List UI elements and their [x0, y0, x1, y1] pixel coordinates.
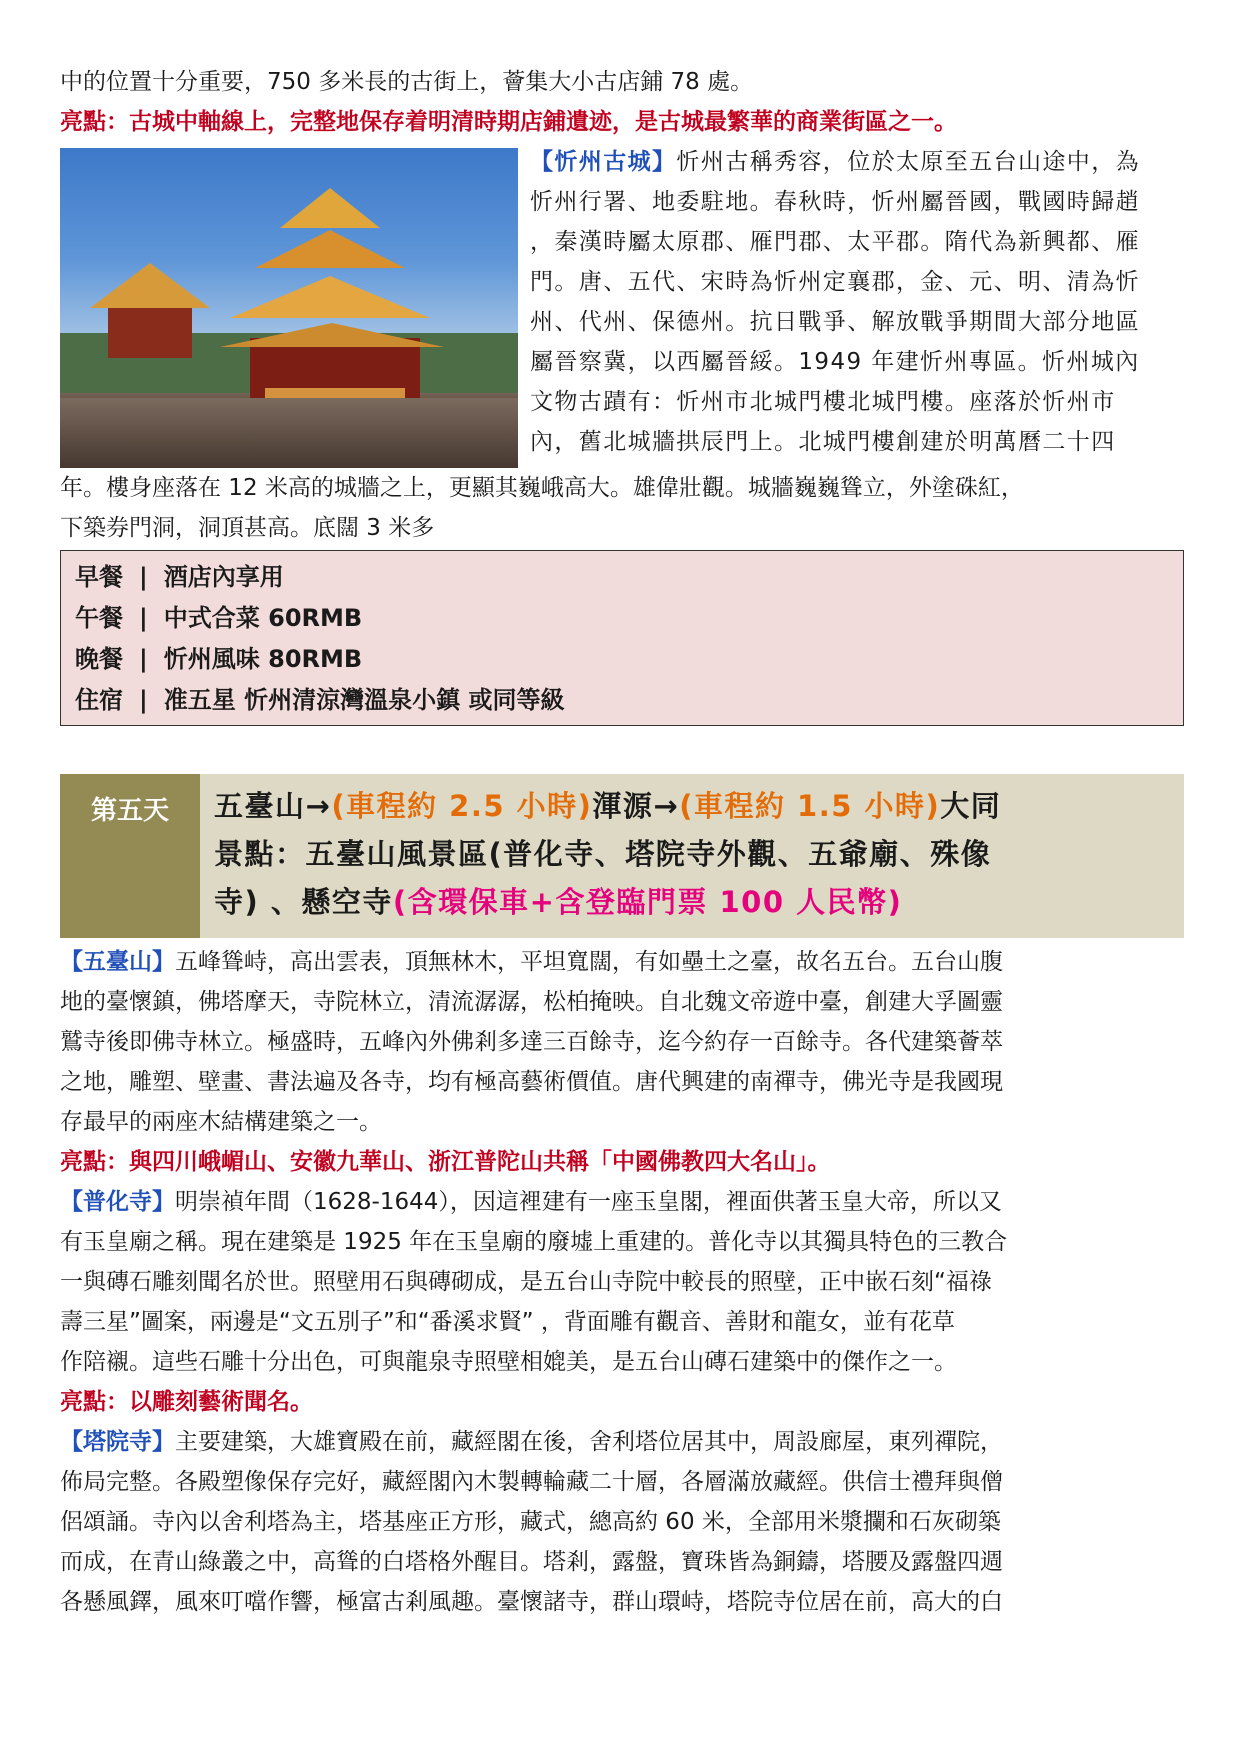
meal-accommodation [75, 680, 1169, 721]
day5-route [214, 782, 1001, 830]
route-stop: 五臺山→ [214, 789, 332, 823]
text-line: 文物古蹟有：忻州市北城門樓北城門樓。座落於忻州市 [530, 389, 1116, 415]
meal-label: 住宿 [75, 686, 123, 714]
day5-label: 第五天 [60, 774, 200, 938]
meal-value: 忻州風味 80RMB [163, 645, 363, 673]
meal-separator: | [139, 604, 148, 632]
meal-label: 午餐 [75, 604, 123, 632]
meal-label: 晚餐 [75, 645, 123, 673]
xinzhou-intro-text [530, 142, 1184, 468]
meal-info-box [60, 550, 1184, 726]
meal-value: 中式合菜 60RMB [163, 604, 363, 632]
text-line: 作陪襯。這些石雕十分出色，可與龍泉寺照壁相媲美，是五台山磚石建築中的傑作之一。 [60, 1349, 957, 1375]
text-line: 地的臺懷鎮，佛塔摩天，寺院林立，清流潺潺，松柏掩映。自北魏文帝遊中臺，創建大孚圖靈 [60, 989, 1003, 1015]
day5-spots-line2 [214, 878, 1001, 926]
meal-lunch [75, 598, 1169, 639]
xinzhou-title: 【忻州古城】 [530, 149, 677, 175]
wutai-title: 【五臺山】 [60, 949, 175, 975]
xinzhou-section [60, 142, 1184, 468]
highlight-wutai: 亮點：與四川峨嵋山、安徽九華山、浙江普陀山共稱「中國佛教四大名山」。 [60, 1149, 831, 1175]
day5-header [60, 774, 1184, 938]
tayuan-title: 【塔院寺】 [60, 1429, 175, 1455]
meal-value: 酒店內享用 [163, 563, 284, 591]
text-line: 鷲寺後即佛寺林立。極盛時，五峰內外佛剎多達三百餘寺，迄今約存一百餘寺。各代建築薈萃 [60, 1029, 1003, 1055]
meal-dinner [75, 639, 1169, 680]
text-line: 五峰聳峙，高出雲表，頂無林木，平坦寬闊，有如壘土之臺，故名五台。五台山腹 [175, 949, 1003, 975]
text-line: 下築券門洞，洞頂甚高。底闊 3 米多 [60, 515, 435, 541]
drive-time: (車程約 2.5 小時) [331, 789, 593, 823]
highlight-gucheng: 亮點：古城中軸線上，完整地保存着明清時期店鋪遺迹，是古城最繁華的商業街區之一。 [60, 109, 957, 135]
xinzhou-city-tower-photo [60, 148, 518, 468]
text-line: 而成，在青山綠叢之中，高聳的白塔格外醒目。塔剎，露盤，寶珠皆為銅鑄，塔腰及露盤四週 [60, 1549, 1003, 1575]
text-line: 之地，雕塑、壁畫、書法遍及各寺，均有極高藝術價值。唐代興建的南禪寺，佛光寺是我國現 [60, 1069, 1003, 1095]
text-line: 屬晉察冀，以西屬晉綏。1949 年建忻州專區。忻州城內 [530, 349, 1140, 375]
meal-separator: | [139, 645, 148, 673]
text-line: 明崇禎年間（1628-1644），因這裡建有一座玉皇閣，裡面供著玉皇大帝，所以又 [175, 1189, 1002, 1215]
ticket-note: (含環保車+含登臨門票 100 人民幣) [392, 885, 903, 919]
wutai-section [60, 942, 1184, 1182]
text-line: 中的位置十分重要，750 多米長的古街上，薈集大小古店鋪 78 處。 [60, 69, 754, 95]
text-line: 門。唐、五代、宋時為忻州定襄郡，金、元、明、清為忻 [530, 269, 1140, 295]
meal-separator: | [139, 686, 148, 714]
tayuan-section [60, 1422, 1184, 1622]
day5-content [200, 774, 1001, 938]
document-page [60, 62, 1184, 1622]
route-stop: 渾源→ [592, 789, 680, 823]
text-line: 州、代州、保德州。抗日戰爭、解放戰爭期間大部分地區 [530, 309, 1140, 335]
text-line: 主要建築，大雄寶殿在前，藏經閣在後，舍利塔位居其中，周設廊屋，東列禪院， [175, 1429, 1003, 1455]
meal-value: 准五星 忻州清涼灣溫泉小鎮 或同等級 [163, 686, 565, 714]
text-line: 有玉皇廟之稱。現在建築是 1925 年在玉皇廟的廢墟上重建的。普化寺以其獨具特色的三教合 [60, 1229, 1008, 1255]
meal-separator: | [139, 563, 148, 591]
text-line: 壽三星”圖案，兩邊是“文五別子”和“番溪求賢” ，背面雕有觀音、善財和龍女，並有花草 [60, 1309, 955, 1335]
text-line: 佈局完整。各殿塑像保存完好，藏經閣內木製轉輪藏二十層，各層滿放藏經。供信士禮拜與僧 [60, 1469, 1003, 1495]
text-line: 年。樓身座落在 12 米高的城牆之上，更顯其巍峨高大。雄偉壯觀。城牆巍巍聳立，外塗硃紅， [60, 475, 1024, 501]
meal-label: 早餐 [75, 563, 123, 591]
text-line: 內，舊北城牆拱辰門上。北城門樓創建於明萬曆二十四 [530, 429, 1116, 455]
text-line: 侶頌誦。寺內以舍利塔為主，塔基座正方形，藏式，總高約 60 米，全部用米漿攔和石灰砌築 [60, 1509, 1001, 1535]
meal-breakfast [75, 557, 1169, 598]
day5-spots-line1: 景點：五臺山風景區(普化寺、塔院寺外觀、五爺廟、殊像 [214, 837, 992, 871]
text-line: 忻州古稱秀容，位於太原至五台山途中，為 [676, 149, 1141, 175]
drive-time: (車程約 1.5 小時) [679, 789, 941, 823]
text-line: 忻州行署、地委駐地。春秋時，忻州屬晉國，戰國時歸趙 [530, 189, 1140, 215]
route-stop: 大同 [940, 789, 1002, 823]
highlight-puhua: 亮點：以雕刻藝術聞名。 [60, 1389, 313, 1415]
text-line: ，秦漢時屬太原郡、雁門郡、太平郡。隋代為新興都、雁 [530, 229, 1140, 255]
text-line: 一與磚石雕刻聞名於世。照壁用石與磚砌成，是五台山寺院中較長的照壁，正中嵌石刻“福祿 [60, 1269, 992, 1295]
spots-text: 寺) 、懸空寺 [214, 885, 393, 919]
puhua-title: 【普化寺】 [60, 1189, 175, 1215]
puhua-section [60, 1182, 1184, 1422]
text-line: 存最早的兩座木結構建築之一。 [60, 1109, 382, 1135]
text-line: 各懸風鐸，風來叮噹作響，極富古剎風趣。臺懷諸寺，群山環峙，塔院寺位居在前，高大的白 [60, 1589, 1003, 1615]
